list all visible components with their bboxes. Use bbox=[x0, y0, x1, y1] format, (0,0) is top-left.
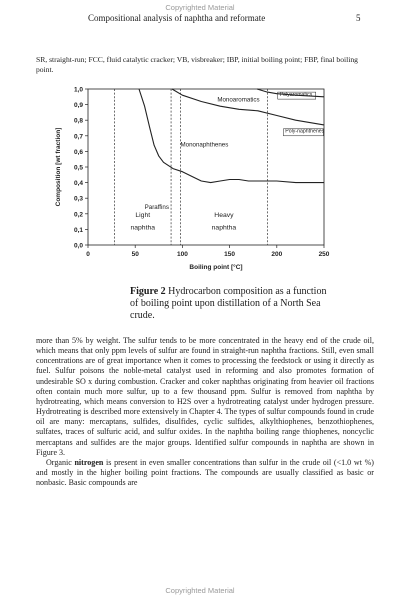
y-tick-label: 0,3 bbox=[73, 195, 83, 203]
figure-caption bbox=[130, 286, 330, 322]
y-tick-label: 0,9 bbox=[73, 102, 83, 110]
y-tick-label: 1,0 bbox=[73, 86, 83, 94]
x-tick-label: 100 bbox=[176, 251, 188, 258]
running-head-title: Compositional analysis of naphtha and reformate bbox=[88, 13, 266, 23]
heavy-naphtha-label-2: naphtha bbox=[211, 224, 237, 232]
x-tick-label: 200 bbox=[271, 251, 283, 258]
y-tick-label: 0,4 bbox=[73, 180, 83, 188]
x-tick-label: 0 bbox=[86, 251, 90, 258]
figure-caption-label: Figure 2 bbox=[130, 286, 166, 297]
region-label-polynaphthenes: Poly-naphthenes bbox=[285, 128, 325, 135]
y-axis-label: Composition [wt fraction] bbox=[55, 127, 62, 207]
x-tick-label: 50 bbox=[131, 251, 139, 258]
paragraph-nitrogen bbox=[36, 458, 374, 488]
light-naphtha-label-2: naphtha bbox=[130, 224, 156, 232]
heavy-naphtha-label-1: Heavy bbox=[214, 211, 234, 219]
x-tick-label: 150 bbox=[224, 251, 236, 258]
x-tick-label: 250 bbox=[318, 251, 330, 258]
nitrogen-term: nitrogen bbox=[74, 457, 104, 467]
paragraph-sulfur: more than 5% by weight. The sulfur tends to be more concentrated in the heavy end of the crude oil, which means that only ppm levels of sulfur are found in straight-run naphtha fractions. Still, even small concentrations are of great importance when it comes to processing the feedstock or using it directly as fuel. Sulfur poisons the noble-metal catalyst used in reforming and also promotes formation of undesirable SO x during combustion. Cracker and coker naphthas originating from heavier oil fractions often contain much more sulfur, up to a few thousand ppm. Sulfur is removed from naphtha by hydrotreating, which means conversion to H2S over a hydrotreating catalyst under hydrogen pressure. Hydrotreating is described more extensively in Chapter 4. The types of sulfur compounds found in crude oil are many: mercaptans, sulfides, disulfides, cyclic sulfides, alkylthiophenes, benzothiophenes, sulfates, traces of sulfuric acid, and sulfur oxides. In the naphtha boiling range thiophenes, noncyclic mercaptans and sulfides are the major groups. Identified sulfur compounds in naphtha are shown in Figure 3. bbox=[36, 336, 374, 457]
plot-frame bbox=[88, 89, 324, 245]
figure-caption-text: Hydrocarbon composition as a function of boiling point upon distillation of a North Sea crude. bbox=[130, 286, 327, 321]
y-tick-label: 0,2 bbox=[73, 211, 83, 219]
region-label-polyaromatics: Polyaromatics bbox=[279, 92, 313, 99]
y-tick-label: 0,5 bbox=[73, 164, 83, 172]
y-tick-label: 0,0 bbox=[73, 242, 83, 250]
y-tick-label: 0,7 bbox=[73, 133, 83, 141]
region-label-mononaphthenes: Mononaphthenes bbox=[180, 141, 229, 149]
y-tick-label: 0,6 bbox=[73, 148, 83, 156]
x-axis-label: Boiling point [°C] bbox=[189, 264, 243, 271]
region-label-paraffins: Paraffins bbox=[144, 204, 169, 212]
body-text bbox=[36, 336, 374, 488]
composition-chart bbox=[40, 85, 330, 280]
region-label-monoaromatics: Monoaromatics bbox=[217, 96, 260, 104]
light-naphtha-label-1: Light bbox=[135, 211, 151, 219]
watermark-bottom: Copyrighted Material bbox=[165, 586, 235, 595]
watermark-top: Copyrighted Material bbox=[165, 3, 235, 12]
y-tick-label: 0,8 bbox=[73, 117, 83, 125]
y-tick-label: 0,1 bbox=[73, 226, 83, 234]
paragraph-nitrogen-start: Organic bbox=[46, 457, 75, 467]
abbreviations-note: SR, straight-run; FCC, fluid catalytic cracker; VB, visbreaker; IBP, initial boiling point; FBP, final boiling point. bbox=[36, 55, 358, 74]
paragraph-nitrogen-rest: is present in even smaller concentrations than sulfur in the crude oil (<1.0 wt %) and mostly in the higher boiling point fractions. The compounds are usually classified as basic or nonbasic. Basic compounds are bbox=[36, 457, 374, 488]
page-number: 5 bbox=[356, 13, 361, 23]
